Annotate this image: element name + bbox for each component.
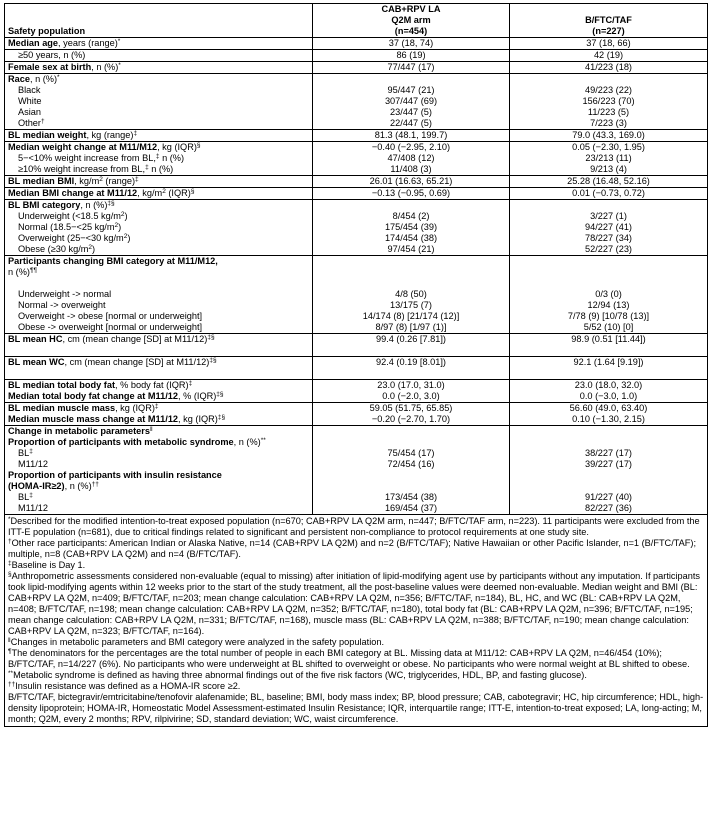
cab-rpv-value: 23/447 (5) xyxy=(390,107,432,117)
bftctaf-value-cell xyxy=(510,176,708,188)
row-label-cell xyxy=(5,142,313,176)
row-label: BL BMI category, n (%)‡§ xyxy=(8,200,115,210)
header-cab-rpv-line3: (n=454) xyxy=(394,26,428,36)
bftctaf-value-cell xyxy=(510,256,708,334)
footnote: ††Insulin resistance was defined as a HOMA-IR score ≥2. xyxy=(8,681,241,691)
header-cab-rpv xyxy=(313,4,510,38)
row-label: BL median BMI, $kg/m^2$ (range)‡ xyxy=(8,176,139,186)
cab-rpv-value-cell xyxy=(313,256,510,334)
row-label: M11/12 xyxy=(18,459,48,469)
header-population-label: Safety population xyxy=(8,26,86,36)
cab-rpv-value: 86 (19) xyxy=(396,50,426,60)
bftctaf-value-cell xyxy=(510,142,708,176)
row-label: Median weight change at M11/M12, kg (IQR)§ xyxy=(8,142,201,152)
cab-rpv-value: 95/447 (21) xyxy=(387,85,435,95)
bftctaf-value: 12/94 (13) xyxy=(587,300,630,310)
bftctaf-value xyxy=(513,256,704,267)
bftctaf-value xyxy=(513,437,704,448)
cab-rpv-value xyxy=(316,470,506,481)
bftctaf-value-cell xyxy=(510,334,708,357)
bftctaf-value-cell xyxy=(510,380,708,403)
row-label: Participants changing BMI category at M11/M12, xyxy=(8,256,218,266)
cab-rpv-value: 75/454 (17) xyxy=(387,448,435,458)
row-label: BL mean HC, cm (mean change [SD] at M11/12)‡§ xyxy=(8,334,215,344)
row-label: Overweight -> obese [normal or underweight] xyxy=(18,311,203,321)
row-label: BL‡ xyxy=(18,492,33,502)
row-label-cell xyxy=(5,62,313,74)
table-row xyxy=(5,357,708,380)
cab-rpv-value: 8/454 (2) xyxy=(392,211,430,221)
row-label: Obese -> overweight [normal or underweight] xyxy=(18,322,203,332)
cab-rpv-value-cell xyxy=(313,176,510,188)
bftctaf-value: 78/227 (34) xyxy=(585,233,632,243)
row-label-cell xyxy=(5,130,313,142)
bftctaf-value: 7/223 (3) xyxy=(590,118,627,128)
bftctaf-value xyxy=(513,278,704,289)
cab-rpv-value: 72/454 (16) xyxy=(387,459,435,469)
cab-rpv-value: 174/454 (38) xyxy=(384,233,438,243)
bftctaf-value-cell xyxy=(510,357,708,380)
bftctaf-value: 79.0 (43.3, 169.0) xyxy=(572,130,645,140)
bftctaf-value-cell xyxy=(510,426,708,515)
bftctaf-value xyxy=(513,481,704,492)
bftctaf-value: 0.0 (−3.0, 1.0) xyxy=(579,391,638,401)
table-row xyxy=(5,50,708,62)
table-row xyxy=(5,256,708,334)
cab-rpv-value: 4/8 (50) xyxy=(395,289,427,299)
row-label: Change in metabolic parameters‖ xyxy=(8,426,153,436)
bftctaf-value: 0.10 (−1.30, 2.15) xyxy=(572,414,645,424)
bftctaf-value: 56.60 (49.0, 63.40) xyxy=(569,403,648,413)
footnotes-row xyxy=(5,515,708,727)
cab-rpv-value: −0.20 (−2.70, 1.70) xyxy=(371,414,451,424)
cab-rpv-value xyxy=(316,256,506,267)
cab-rpv-value-cell xyxy=(313,38,510,50)
row-label-cell xyxy=(5,403,313,426)
cab-rpv-value: −0.13 (−0.95, 0.69) xyxy=(371,188,451,198)
cab-rpv-value: 26.01 (16.63, 65.21) xyxy=(369,176,453,186)
row-label: ≥50 years, n (%) xyxy=(18,50,86,60)
header-bftctaf-line2: (n=227) xyxy=(592,26,625,36)
row-label: M11/12 xyxy=(18,503,48,513)
cab-rpv-value xyxy=(316,74,506,85)
row-label: Proportion of participants with insulin resistance xyxy=(8,470,222,480)
table-row xyxy=(5,188,708,200)
table-row xyxy=(5,62,708,74)
cab-rpv-value xyxy=(316,426,506,437)
header-row xyxy=(5,4,708,38)
bftctaf-value: 23.0 (18.0, 32.0) xyxy=(574,380,643,390)
cab-rpv-value-cell xyxy=(313,50,510,62)
header-cab-rpv-line2: Q2M arm xyxy=(391,15,431,25)
row-label-cell xyxy=(5,334,313,357)
row-label: Obese (≥30 $kg/m^2$) xyxy=(18,244,96,254)
bftctaf-value: 0/3 (0) xyxy=(595,289,622,299)
bftctaf-value: 5/52 (10) [0] xyxy=(583,322,634,332)
cab-rpv-value: 13/175 (7) xyxy=(390,300,432,310)
cab-rpv-value: 22/447 (5) xyxy=(390,118,432,128)
cab-rpv-value: 47/408 (12) xyxy=(387,153,435,163)
bftctaf-value: 23/213 (11) xyxy=(585,153,632,163)
bftctaf-value: 3/227 (1) xyxy=(590,211,627,221)
row-label: (HOMA-IR≥2), n (%)†† xyxy=(8,481,99,491)
header-bftctaf xyxy=(510,4,708,38)
table-row xyxy=(5,403,708,426)
table-body xyxy=(5,4,708,515)
row-label: n (%)¶¶ xyxy=(8,267,37,277)
header-cab-rpv-line1: CAB+RPV LA xyxy=(381,4,441,14)
bftctaf-value xyxy=(513,426,704,437)
row-label-cell xyxy=(5,74,313,130)
row-label: Normal -> overweight xyxy=(18,300,106,310)
row-label: BL‡ xyxy=(18,448,33,458)
bftctaf-value: 92.1 (1.64 [9.19]) xyxy=(573,357,644,367)
bftctaf-value: 91/227 (40) xyxy=(585,492,632,502)
bftctaf-value: 0.01 (−0.73, 0.72) xyxy=(572,188,645,198)
footnote: B/FTC/TAF, bictegravir/emtricitabine/tenofovir alafenamide; BL, baseline; BMI, body mass index; BP, blood pressure; CAB, cabotegravir; HC, hip circumference; HDL, high-density lipoprotein; HOMA-IR, Homeostatic Model Assessment-estimated Insulin Resistance; IQR, interquartile range; ITT-E, intention-to-treat exposed; LA, long-acting; M, month; Q2M, every 2 months; RPV, rilpivirine; SD, standard deviation; WC, waist circumference. xyxy=(8,692,704,724)
cab-rpv-value-cell xyxy=(313,403,510,426)
safety-table-page xyxy=(4,3,707,727)
row-label: Median muscle mass change at M11/12, kg (IQR)‡§ xyxy=(8,414,226,424)
footnote: ‡Baseline is Day 1. xyxy=(8,560,86,570)
cab-rpv-value: −0.40 (−2.95, 2.10) xyxy=(371,142,451,152)
row-label-cell xyxy=(5,256,313,334)
bftctaf-value: 11/223 (5) xyxy=(587,107,630,117)
cab-rpv-value-cell xyxy=(313,130,510,142)
bftctaf-value: 98.9 (0.51 [11.44]) xyxy=(571,334,646,344)
bftctaf-value xyxy=(513,74,704,85)
cab-rpv-value: 11/408 (3) xyxy=(390,164,432,174)
table-row xyxy=(5,426,708,515)
cab-rpv-value-cell xyxy=(313,357,510,380)
table-row xyxy=(5,130,708,142)
footnote: †Other race participants: American Indian or Alaska Native, n=14 (CAB+RPV LA Q2M) and n=2 (B/FTC/TAF); Native Hawaiian or other Pacific Islander, n=1 (B/FTC/TAF); multiple, n=8 (CAB+RPV LA Q2M) and n=4 (B/FTC/TAF). xyxy=(8,538,697,559)
bftctaf-value-cell xyxy=(510,38,708,50)
table-row xyxy=(5,334,708,357)
cab-rpv-value: 81.3 (48.1, 199.7) xyxy=(374,130,448,140)
footnote: *Described for the modified intention-to-treat exposed population (n=670; CAB+RPV LA Q2M arm, n=447; B/FTC/TAF arm, n=223). 11 participants were excluded from the ITT-E population (n=681), due to critical findings related to significant and persistent non-compliance to protocol requirements at one study site. xyxy=(8,516,700,537)
row-label-cell xyxy=(5,357,313,380)
safety-population-table xyxy=(4,3,708,727)
table-row xyxy=(5,74,708,130)
cab-rpv-value xyxy=(316,278,506,289)
bftctaf-value: 52/227 (23) xyxy=(585,244,632,254)
table-row xyxy=(5,176,708,188)
footnote: ‖Changes in metabolic parameters and BMI category were analyzed in the safety population. xyxy=(8,637,385,647)
row-label: Black xyxy=(18,85,41,95)
footnote: §Anthropometric assessments considered non-evaluable (equal to missing) after initiation of lipid-modifying agent use by participants without any imputation. If participants took lipid-modifying agents within 12 weeks prior to the start of the study treatment, all the post-baseline values were deemed non-evaluable. Median weight and BMI (BL: CAB+RPV LA Q2M, n=409; B/FTC/TAF, n=203; mean change calculation: CAB+RPV LA Q2M, n=356; B/FTC/TAF, n=184), BL, HC, and WC (BL: CAB+RPV LA Q2M, n=408; B/FTC/TAF, n=198; mean change calculation: CAB+RPV LA Q2M, n=352; B/FTC/TAF, n=180), total body fat (BL: CAB+RPV LA Q2M, n=396; B/FTC/TAF, n=195; mean change calculation: CAB+RPV LA Q2M, n=331; B/FTC/TAF, n=168), muscle mass (BL: CAB+RPV LA Q2M, n=388; B/FTC/TAF, n=190; mean change calculation: CAB+RPV LA Q2M, n=323; B/FTC/TAF, n=164). xyxy=(8,571,701,636)
cab-rpv-value: 169/454 (37) xyxy=(384,503,438,513)
bftctaf-value: 82/227 (36) xyxy=(585,503,632,513)
bftctaf-value-cell xyxy=(510,403,708,426)
bftctaf-value xyxy=(513,200,704,211)
row-label xyxy=(8,278,309,289)
bftctaf-value: 94/227 (41) xyxy=(585,222,632,232)
cab-rpv-value-cell xyxy=(313,334,510,357)
row-label-cell xyxy=(5,380,313,403)
row-label: White xyxy=(18,96,42,106)
row-label: Median BMI change at M11/12, $kg/m^2$ (IQR)§ xyxy=(8,188,195,198)
row-label: Normal (18.5−<25 $kg/m^2$) xyxy=(18,222,122,232)
cab-rpv-value-cell xyxy=(313,188,510,200)
footnotes-cell xyxy=(5,515,708,727)
table-row xyxy=(5,142,708,176)
row-label-cell xyxy=(5,38,313,50)
bftctaf-value: 0.05 (−2.30, 1.95) xyxy=(572,142,645,152)
table-row xyxy=(5,38,708,50)
row-label: Underweight -> normal xyxy=(18,289,112,299)
row-label: ≥10% weight increase from BL,‡ n (%) xyxy=(18,164,174,174)
row-label xyxy=(8,345,309,356)
cab-rpv-value: 175/454 (39) xyxy=(384,222,438,232)
row-label: Median total body fat change at M11/12, % (IQR)‡§ xyxy=(8,391,224,401)
bftctaf-value xyxy=(513,267,704,278)
cab-rpv-value-cell xyxy=(313,200,510,256)
bftctaf-value xyxy=(513,470,704,481)
row-label: Proportion of participants with metabolic syndrome, n (%)** xyxy=(8,437,266,447)
cab-rpv-value: 59.05 (51.75, 65.85) xyxy=(369,403,453,413)
row-label: 5−<10% weight increase from BL,‡ n (%) xyxy=(18,153,185,163)
bftctaf-value: 39/227 (17) xyxy=(585,459,632,469)
bftctaf-value-cell xyxy=(510,130,708,142)
row-label: Race, n (%)* xyxy=(8,74,60,84)
cab-rpv-value: 99.4 (0.26 [7.81]) xyxy=(376,334,446,344)
row-label: Overweight (25−<30 $kg/m^2$) xyxy=(18,233,131,243)
cab-rpv-value xyxy=(316,481,506,492)
row-label-cell xyxy=(5,50,313,62)
cab-rpv-value-cell xyxy=(313,62,510,74)
row-label: BL mean WC, cm (mean change [SD] at M11/12)‡§ xyxy=(8,357,217,367)
bftctaf-value-cell xyxy=(510,200,708,256)
bftctaf-value: 7/78 (9) [10/78 (13)] xyxy=(567,311,650,321)
cab-rpv-value: 14/174 (8) [21/174 (12)] xyxy=(362,311,460,321)
bftctaf-value xyxy=(513,345,704,356)
row-label: BL median muscle mass, kg (IQR)‡ xyxy=(8,403,159,413)
header-bftctaf-line1: B/FTC/TAF xyxy=(585,15,632,25)
bftctaf-value xyxy=(513,368,704,379)
cab-rpv-value: 0.0 (−2.0, 3.0) xyxy=(382,391,440,401)
bftctaf-value-cell xyxy=(510,50,708,62)
cab-rpv-value xyxy=(316,345,506,356)
bftctaf-value-cell xyxy=(510,74,708,130)
cab-rpv-value: 307/447 (69) xyxy=(384,96,438,106)
cab-rpv-value xyxy=(316,200,506,211)
row-label-cell xyxy=(5,426,313,515)
footnote: ¶The denominators for the percentages are the total number of people in each BMI category at BL. Missing data at M11/12: CAB+RPV LA Q2M, n=46/454 (10%); B/FTC/TAF, n=14/227 (6%). No participants who were underweight at BL shifted to overweight or obese. No participants who were normal weight at BL shifted to obese. xyxy=(8,648,690,669)
bftctaf-value-cell xyxy=(510,62,708,74)
row-label: Underweight (<18.5 $kg/m^2$) xyxy=(18,211,128,221)
footnote: **Metabolic syndrome is defined as having three abnormal findings out of the five risk factors (WC, triglycerides, HDL, BP, and fasting glucose). xyxy=(8,670,587,680)
cab-rpv-value: 8/97 (8) [1/97 (1)] xyxy=(375,322,447,332)
bftctaf-value: 156/223 (70) xyxy=(582,96,635,106)
row-label: Female sex at birth, n (%)* xyxy=(8,62,121,72)
header-population xyxy=(5,4,313,38)
cab-rpv-value: 97/454 (21) xyxy=(387,244,435,254)
bftctaf-value: 9/213 (4) xyxy=(590,164,627,174)
row-label: BL median weight, kg (range)‡ xyxy=(8,130,138,140)
cab-rpv-value: 23.0 (17.0, 31.0) xyxy=(377,380,445,390)
row-label: Other† xyxy=(18,118,45,128)
cab-rpv-value: 37 (18, 74) xyxy=(388,38,434,48)
cab-rpv-value xyxy=(316,267,506,278)
cab-rpv-value: 77/447 (17) xyxy=(387,62,435,72)
cab-rpv-value xyxy=(316,368,506,379)
cab-rpv-value-cell xyxy=(313,426,510,515)
bftctaf-value: 25.28 (16.48, 52.16) xyxy=(567,176,650,186)
cab-rpv-value xyxy=(316,437,506,448)
bftctaf-value: 37 (18, 66) xyxy=(586,38,631,48)
table-row xyxy=(5,200,708,256)
row-label-cell xyxy=(5,200,313,256)
bftctaf-value: 42 (19) xyxy=(593,50,624,60)
cab-rpv-value-cell xyxy=(313,380,510,403)
row-label: Median age, years (range)* xyxy=(8,38,121,48)
table-row xyxy=(5,380,708,403)
bftctaf-value-cell xyxy=(510,188,708,200)
row-label xyxy=(8,368,309,379)
row-label-cell xyxy=(5,188,313,200)
cab-rpv-value-cell xyxy=(313,74,510,130)
row-label: BL median total body fat, % body fat (IQR)‡ xyxy=(8,380,193,390)
cab-rpv-value: 173/454 (38) xyxy=(384,492,438,502)
bftctaf-value: 38/227 (17) xyxy=(585,448,632,458)
bftctaf-value: 49/223 (22) xyxy=(585,85,632,95)
cab-rpv-value: 92.4 (0.19 [8.01]) xyxy=(376,357,446,367)
bftctaf-value: 41/223 (18) xyxy=(585,62,632,72)
row-label: Asian xyxy=(18,107,41,117)
cab-rpv-value-cell xyxy=(313,142,510,176)
row-label-cell xyxy=(5,176,313,188)
